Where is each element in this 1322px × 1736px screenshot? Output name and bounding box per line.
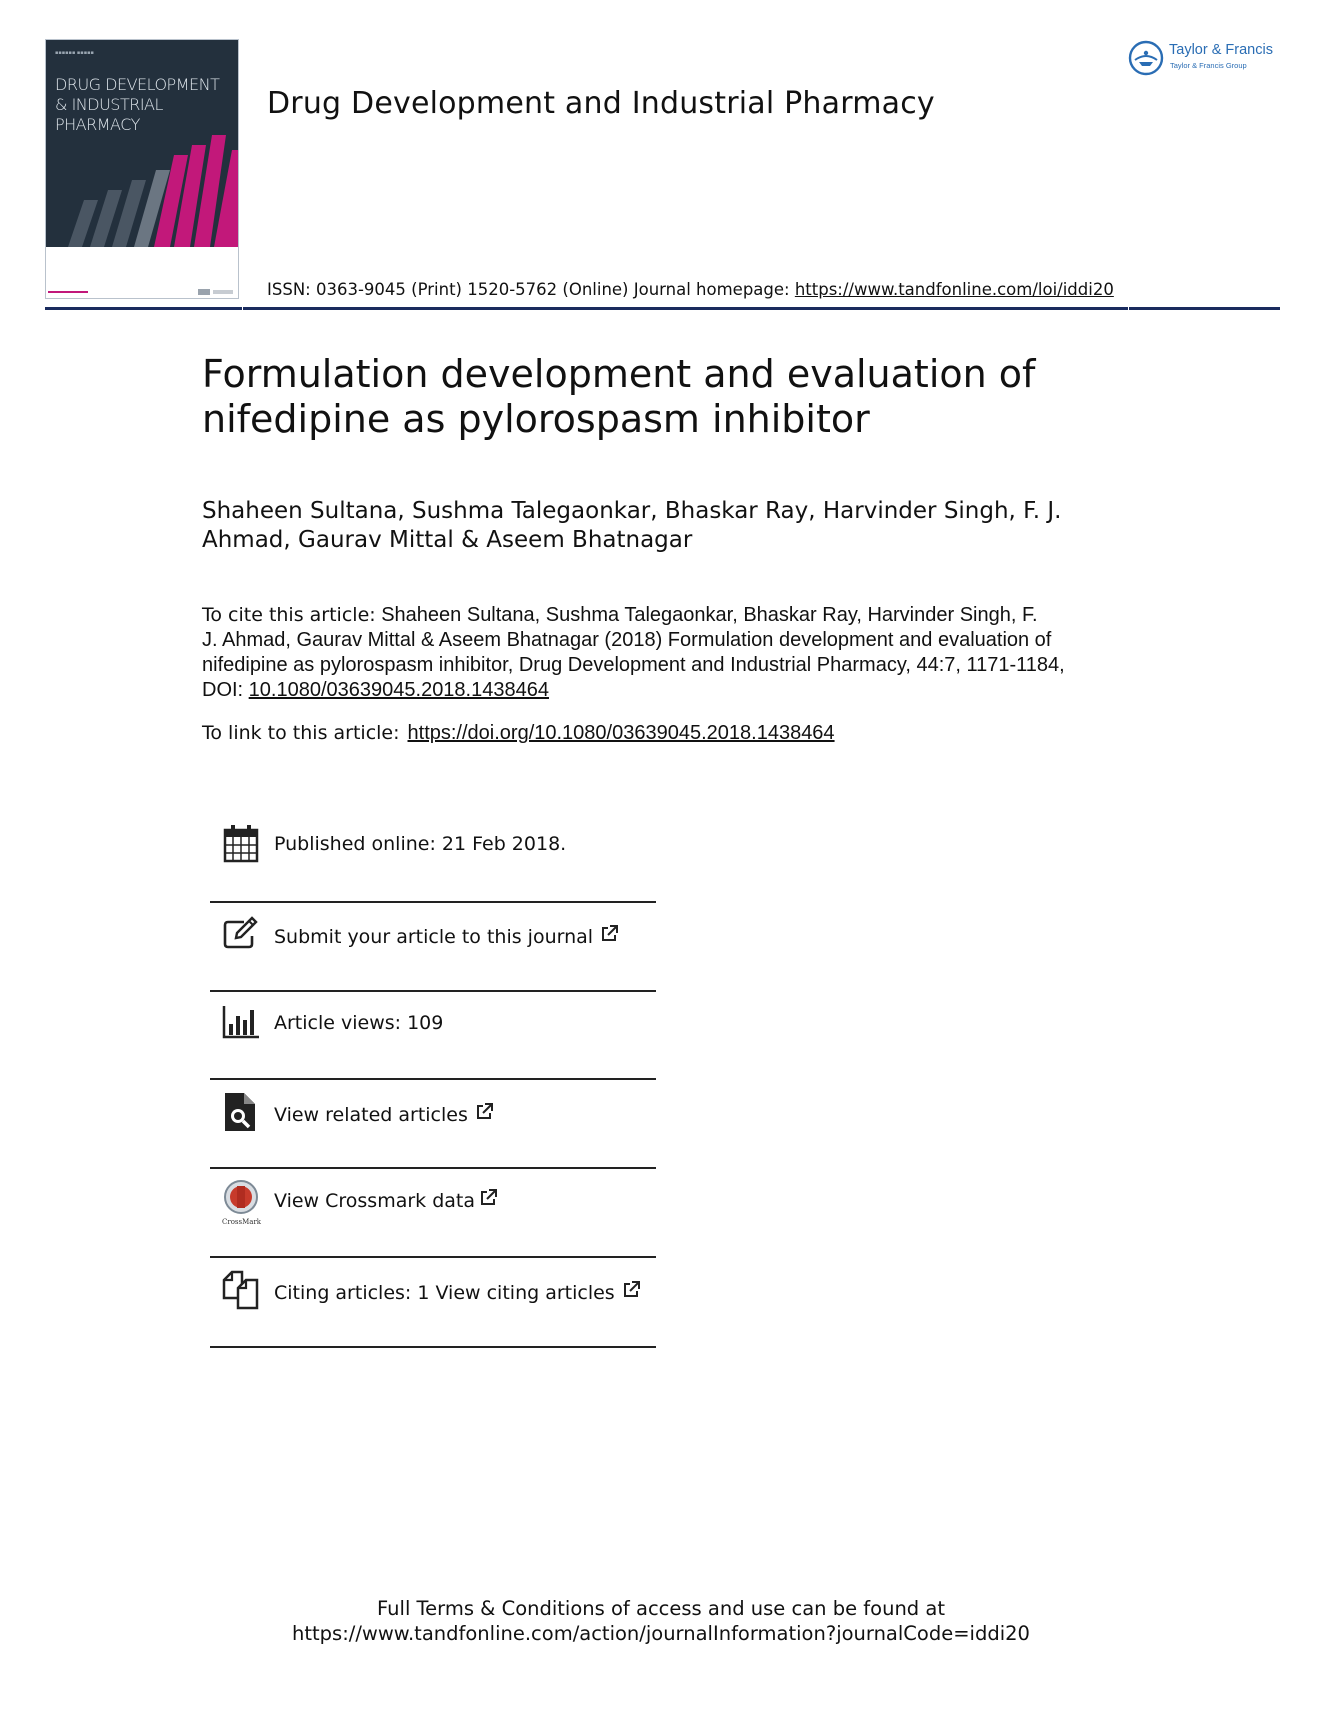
issn-text: ISSN: 0363-9045 (Print) 1520-5762 (Online) Journal homepage: — [267, 280, 795, 299]
related-articles-text: View related articles — [274, 1104, 468, 1126]
submit-article-row[interactable] — [210, 914, 656, 964]
bar-chart-icon — [222, 1002, 260, 1042]
row-divider — [210, 901, 656, 903]
row-divider — [210, 1346, 656, 1348]
published-online-row — [210, 824, 656, 872]
citation-text: nifedipine as pylorospasm inhibitor, Drug Development and Industrial Pharmacy, 44:7, 1171-1184, — [202, 654, 1065, 676]
related-articles-row[interactable] — [210, 1092, 656, 1142]
issn-line — [267, 280, 1114, 299]
terms-footer — [0, 1596, 1322, 1646]
publisher-name: Taylor & Francis — [1169, 42, 1273, 58]
document-search-icon — [222, 1092, 260, 1132]
calendar-icon — [222, 824, 260, 864]
external-link-icon — [478, 1188, 498, 1208]
crossmark-icon — [222, 1180, 260, 1214]
terms-footer-line: Full Terms & Conditions of access and use can be found at — [377, 1597, 945, 1620]
edit-icon — [222, 914, 260, 954]
header-rule — [45, 307, 242, 310]
external-link-icon — [599, 924, 619, 944]
terms-footer-url[interactable]: https://www.tandfonline.com/action/journalInformation?journalCode=iddi20 — [292, 1622, 1030, 1645]
author-line: Shaheen Sultana, Sushma Talegaonkar, Bhaskar Ray, Harvinder Singh, F. J. — [202, 498, 1062, 524]
external-link-icon — [474, 1102, 494, 1122]
header-rule — [1129, 307, 1280, 310]
publisher-group: Taylor & Francis Group — [1170, 61, 1247, 70]
row-divider — [210, 1167, 656, 1169]
journal-homepage-link[interactable]: https://www.tandfonline.com/loi/iddi20 — [794, 280, 1114, 299]
citing-articles-text: Citing articles: 1 View citing articles — [274, 1282, 615, 1304]
article-link-line — [202, 722, 835, 745]
article-views-row — [210, 1002, 656, 1052]
author-line: Ahmad, Gaurav Mittal & Aseem Bhatnagar — [202, 527, 693, 553]
citing-articles-link[interactable] — [274, 1280, 641, 1304]
crossmark-text: View Crossmark data — [274, 1190, 476, 1212]
row-divider — [210, 990, 656, 992]
tf-emblem-icon — [1127, 39, 1165, 77]
copy-documents-icon — [222, 1270, 260, 1310]
published-online-text: Published online: 21 Feb 2018. — [274, 833, 567, 855]
doi-prefix: DOI: — [202, 679, 249, 701]
row-divider — [210, 1078, 656, 1080]
crossmark-row[interactable] — [210, 1180, 656, 1230]
citation-text: Shaheen Sultana, Sushma Talegaonkar, Bhaskar Ray, Harvinder Singh, F. — [375, 604, 1038, 626]
citation-label: To cite this article: — [202, 604, 376, 626]
crossmark-logo-text: CrossMark — [222, 1218, 262, 1226]
row-divider — [210, 1256, 656, 1258]
cover-title: DRUG DEVELOPMENT & INDUSTRIAL PHARMACY — [55, 75, 220, 134]
article-doi-url[interactable]: https://doi.org/10.1080/03639045.2018.1438464 — [407, 722, 835, 744]
citation-text: J. Ahmad, Gaurav Mittal & Aseem Bhatnagar (2018) Formulation development and evaluation of — [202, 629, 1052, 651]
article-title — [202, 352, 1102, 442]
article-title-line: Formulation development and evaluation of — [202, 352, 1036, 396]
journal-cover-image — [45, 39, 239, 299]
taylor-francis-logo[interactable] — [1127, 39, 1297, 79]
submit-article-text: Submit your article to this journal — [274, 926, 594, 948]
citation-block — [202, 603, 1122, 703]
cover-footer-marks — [48, 288, 234, 296]
journal-title: Drug Development and Industrial Pharmacy — [267, 86, 935, 121]
cover-stripes-graphic — [46, 40, 238, 247]
article-title-line: nifedipine as pylorospasm inhibitor — [202, 397, 870, 441]
citing-articles-row[interactable] — [210, 1270, 656, 1320]
external-link-icon — [621, 1280, 641, 1300]
article-views-text: Article views: 109 — [274, 1012, 444, 1034]
author-list — [202, 497, 1122, 555]
submit-article-link[interactable] — [274, 924, 619, 948]
crossmark-logo — [222, 1180, 260, 1226]
doi-link[interactable]: 10.1080/03639045.2018.1438464 — [248, 679, 549, 701]
cover-artwork: ▪▪▪▪▪▪ ▪▪▪▪▪ DRUG DEVELOPMENT & INDUSTRIAL PHARMACY — [46, 40, 238, 247]
header-rule — [243, 307, 1128, 310]
related-articles-link[interactable] — [274, 1102, 494, 1126]
crossmark-link[interactable] — [274, 1188, 498, 1212]
article-link-label: To link to this article: — [202, 722, 400, 744]
